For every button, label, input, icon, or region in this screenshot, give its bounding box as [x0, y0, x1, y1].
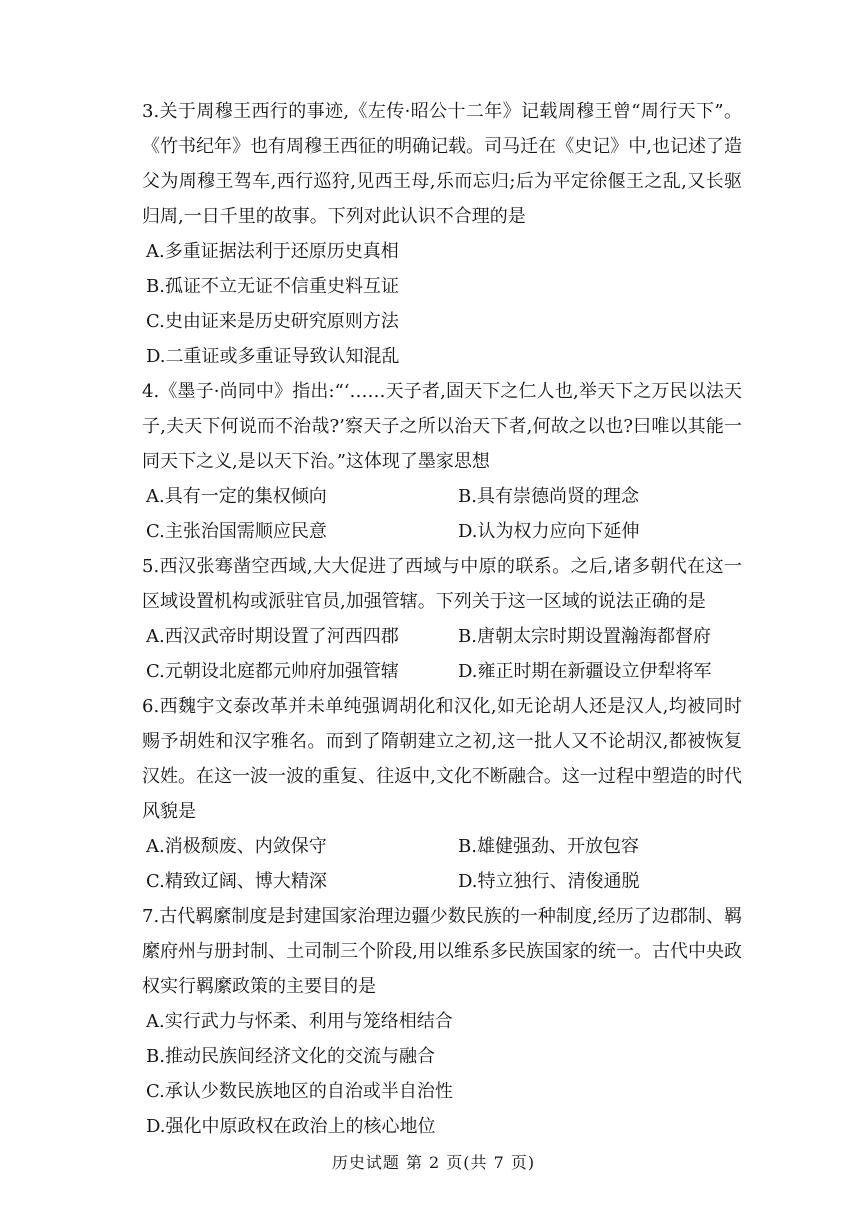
- option-a: A.消极颓废、内敛保守: [146, 836, 327, 857]
- option-b: B.推动民族间经济文化的交流与融合: [146, 1046, 435, 1067]
- question-stem: 4.《墨子·尚同中》指出:“‘……天子者,固天下之仁人也,举天下之万民以法天子,夫天下何说而不治哉?’察天子之所以治天下者,何故之以也?曰唯以其能一同天下之义,是以天下治。”这体现了墨家思想: [142, 381, 742, 472]
- option-d: D.二重证或多重证导致认知混乱: [146, 346, 400, 367]
- question-stem: 6.西魏宇文泰改革并未单纯强调胡化和汉化,如无论胡人还是汉人,均被同时赐予胡姓和汉字雅名。而到了隋朝建立之初,这一批人又不论胡汉,都被恢复汉姓。在这一波一波的重复、往返中,文化不断融合。这一过程中塑造的时代风貌是: [142, 696, 742, 822]
- option-c: C.承认少数民族地区的自治或半自治性: [146, 1081, 453, 1102]
- options-grid: [142, 829, 742, 899]
- question-stem: 3.关于周穆王西行的事迹,《左传·昭公十二年》记载周穆王曾“周行天下”。《竹书纪年》也有周穆王西征的明确记载。司马迁在《史记》中,也记述了造父为周穆王驾车,西行巡狩,见西王母,乐而忘归;后为平定徐偃王之乱,又长驱归周,一日千里的故事。下列对此认识不合理的是: [142, 101, 742, 227]
- option-c: C.精致辽阔、博大精深: [146, 871, 327, 892]
- question-3: [142, 94, 742, 374]
- question-6: [142, 689, 742, 899]
- page-footer: 历史试题 第 2 页(共 7 页): [331, 1153, 536, 1172]
- option-d: D.雍正时期在新疆设立伊犁将军: [458, 661, 712, 682]
- option-d: D.认为权力应向下延伸: [458, 521, 640, 542]
- option-c: C.主张治国需顺应民意: [146, 521, 327, 542]
- question-list: [142, 94, 742, 1144]
- option-a: A.多重证据法利于还原历史真相: [146, 241, 399, 262]
- question-7: [142, 899, 742, 1144]
- option-b: B.具有崇德尚贤的理念: [458, 486, 639, 507]
- options-list: [142, 1004, 742, 1144]
- option-b: B.唐朝太宗时期设置瀚海都督府: [458, 626, 711, 647]
- option-c: C.元朝设北庭都元帅府加强管辖: [146, 661, 399, 682]
- options-list: [142, 234, 742, 374]
- option-b: B.雄健强劲、开放包容: [458, 836, 639, 857]
- option-b: B.孤证不立无证不信重史料互证: [146, 276, 399, 297]
- option-d: D.强化中原政权在政治上的核心地位: [146, 1116, 436, 1137]
- question-stem: 5.西汉张骞凿空西域,大大促进了西域与中原的联系。之后,诸多朝代在这一区域设置机构或派驻官员,加强管辖。下列关于这一区域的说法正确的是: [142, 556, 742, 612]
- options-grid: [142, 619, 742, 689]
- options-grid: [142, 479, 742, 549]
- question-5: [142, 549, 742, 689]
- question-4: [142, 374, 742, 549]
- question-stem: 7.古代羁縻制度是封建国家治理边疆少数民族的一种制度,经历了边郡制、羁縻府州与册封制、土司制三个阶段,用以维系多民族国家的统一。古代中央政权实行羁縻政策的主要目的是: [142, 906, 742, 997]
- option-d: D.特立独行、清俊通脱: [458, 871, 640, 892]
- option-a: A.实行武力与怀柔、利用与笼络相结合: [146, 1011, 453, 1032]
- option-a: A.具有一定的集权倾向: [146, 486, 327, 507]
- option-a: A.西汉武帝时期设置了河西四郡: [146, 626, 399, 647]
- option-c: C.史由证来是历史研究原则方法: [146, 311, 399, 332]
